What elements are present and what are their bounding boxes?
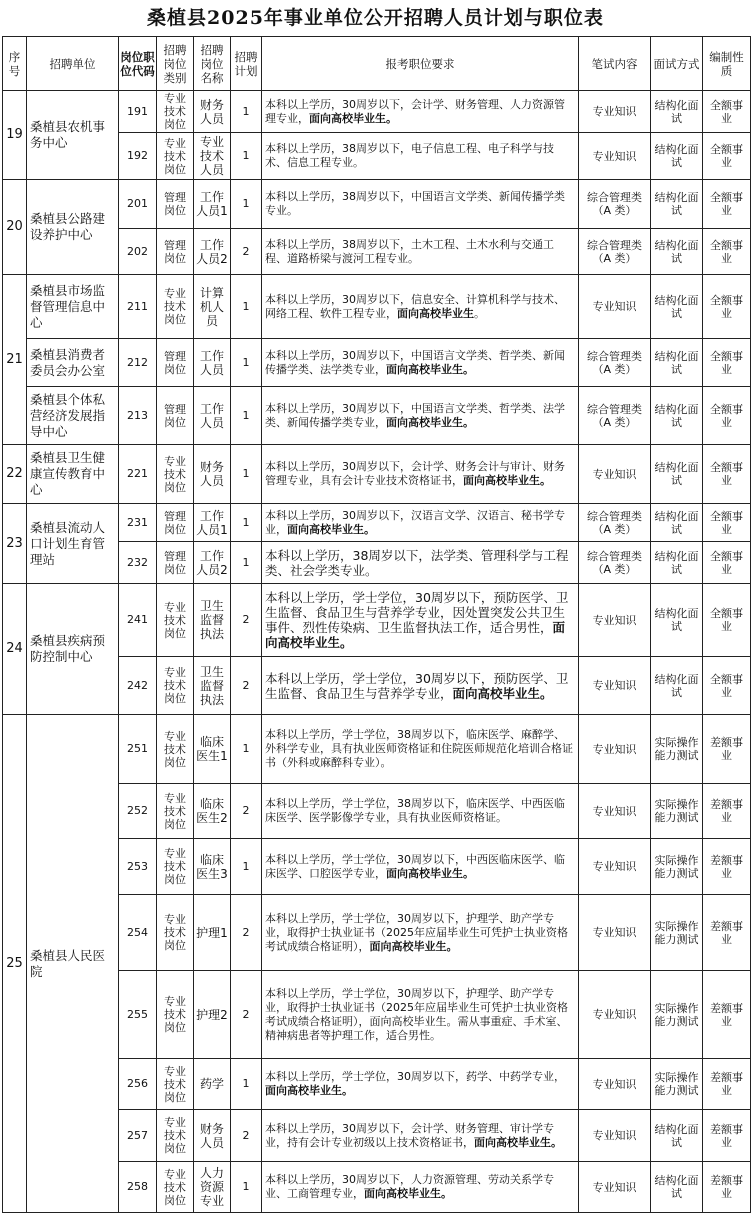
row-interview: 结构化面试 xyxy=(651,542,703,584)
row-requirements xyxy=(262,275,579,339)
row-unit: 桑植县人民医院 xyxy=(27,715,119,1213)
row-interview: 实际操作能力测试 xyxy=(651,1059,703,1110)
row-nature: 全额事业 xyxy=(703,133,751,180)
row-interview: 结构化面试 xyxy=(651,584,703,657)
row-category: 管理岗位 xyxy=(157,504,194,542)
row-category: 管理岗位 xyxy=(157,542,194,584)
row-count: 1 xyxy=(231,542,262,584)
row-category: 专业技术岗位 xyxy=(157,839,194,895)
table-row xyxy=(3,275,751,339)
row-code: 256 xyxy=(119,1059,157,1110)
header-unit: 招聘单位 xyxy=(27,37,119,91)
row-nature: 全额事业 xyxy=(703,91,751,133)
row-seq: 20 xyxy=(3,180,27,275)
row-interview: 实际操作能力测试 xyxy=(651,839,703,895)
row-name: 工作人员 xyxy=(194,387,231,445)
row-code: 258 xyxy=(119,1162,157,1213)
requirement-text: 本科以上学历，30周岁以下，中国语言文学类、哲学类、法学类、新闻传播学类专业， xyxy=(265,401,565,429)
row-code: 232 xyxy=(119,542,157,584)
row-name: 药学 xyxy=(194,1059,231,1110)
row-requirements xyxy=(262,229,579,275)
row-written: 专业知识 xyxy=(579,275,651,339)
requirement-text: 本科以上学历，38周岁以下，电子信息工程、电子科学与技术、信息工程专业。 xyxy=(265,142,554,169)
row-requirements xyxy=(262,715,579,784)
row-code: 253 xyxy=(119,839,157,895)
row-name: 计算机人员 xyxy=(194,275,231,339)
page-title: 桑植县2025年事业单位公开招聘人员计划与职位表 xyxy=(147,7,604,29)
row-count: 1 xyxy=(231,445,262,504)
row-nature: 全额事业 xyxy=(703,387,751,445)
row-code: 231 xyxy=(119,504,157,542)
row-count: 1 xyxy=(231,339,262,387)
requirement-emphasis: 面向高校毕业生。 xyxy=(474,1135,562,1149)
row-nature: 差额事业 xyxy=(703,715,751,784)
row-interview: 实际操作能力测试 xyxy=(651,715,703,784)
row-count: 1 xyxy=(231,387,262,445)
row-written: 专业知识 xyxy=(579,657,651,715)
row-seq: 23 xyxy=(3,504,27,584)
requirement-emphasis: 面向高校毕业生。 xyxy=(386,866,474,880)
row-interview: 结构化面试 xyxy=(651,180,703,229)
row-seq: 25 xyxy=(3,715,27,1213)
row-category: 专业技术岗位 xyxy=(157,133,194,180)
header-written: 笔试内容 xyxy=(579,37,651,91)
header-count: 招聘计划 xyxy=(231,37,262,91)
row-requirements xyxy=(262,971,579,1059)
row-requirements xyxy=(262,1162,579,1213)
table-row xyxy=(3,180,751,229)
row-nature: 差额事业 xyxy=(703,839,751,895)
requirement-emphasis: 面向高校毕业生。 xyxy=(386,415,474,429)
row-requirements xyxy=(262,784,579,839)
row-nature: 差额事业 xyxy=(703,784,751,839)
row-written: 专业知识 xyxy=(579,715,651,784)
row-unit: 桑植县个体私营经济发展指导中心 xyxy=(27,387,119,445)
row-written: 综合管理类（A 类） xyxy=(579,339,651,387)
table-row xyxy=(3,387,751,445)
row-count: 1 xyxy=(231,180,262,229)
row-name: 临床医生2 xyxy=(194,784,231,839)
row-requirements xyxy=(262,895,579,971)
row-category: 专业技术岗位 xyxy=(157,445,194,504)
row-requirements xyxy=(262,1110,579,1162)
row-written: 专业知识 xyxy=(579,133,651,180)
requirement-emphasis: 面向高校毕业生。 xyxy=(265,620,566,650)
row-code: 202 xyxy=(119,229,157,275)
requirement-text: 本科以上学历，30周岁以下，会计学、财务管理、人力资源管理专业， xyxy=(265,97,565,125)
row-category: 专业技术岗位 xyxy=(157,1059,194,1110)
row-code: 241 xyxy=(119,584,157,657)
row-unit: 桑植县消费者委员会办公室 xyxy=(27,339,119,387)
recruitment-table xyxy=(2,36,751,1213)
requirement-emphasis: 面向高校毕业生。 xyxy=(452,685,553,701)
row-code: 251 xyxy=(119,715,157,784)
row-code: 254 xyxy=(119,895,157,971)
row-written: 专业知识 xyxy=(579,1162,651,1213)
row-name: 卫生监督执法 xyxy=(194,584,231,657)
header-requirements: 报考职位要求 xyxy=(262,37,579,91)
row-requirements xyxy=(262,1059,579,1110)
row-count: 2 xyxy=(231,657,262,715)
row-written: 专业知识 xyxy=(579,584,651,657)
row-name: 临床医生1 xyxy=(194,715,231,784)
row-category: 专业技术岗位 xyxy=(157,91,194,133)
row-seq: 19 xyxy=(3,91,27,180)
requirement-text: 本科以上学历，30周岁以下，会计学、财务会计与审计、财务管理专业，具有会计专业技术资格证书， xyxy=(265,460,565,487)
requirement-text: 本科以上学历，学士学位，38周岁以下，临床医学、中西医临床医学、医学影像学专业，具有执业医师资格证。 xyxy=(265,797,565,824)
requirement-text: 本科以上学历，学士学位，30周岁以下，预防医学、卫生监督、食品卫生与营养学专业，因处置突发公共卫生事件、烈性传染病、卫生监督执法工作，适合男性， xyxy=(265,590,569,635)
row-category: 专业技术岗位 xyxy=(157,971,194,1059)
row-requirements xyxy=(262,445,579,504)
row-count: 2 xyxy=(231,784,262,839)
row-nature: 全额事业 xyxy=(703,657,751,715)
row-interview: 实际操作能力测试 xyxy=(651,784,703,839)
row-category: 管理岗位 xyxy=(157,387,194,445)
row-written: 专业知识 xyxy=(579,971,651,1059)
requirement-text: 本科以上学历，30周岁以下，会计学、财务管理、审计学专业，持有会计专业初级以上技术资格证书， xyxy=(265,1121,554,1149)
row-category: 专业技术岗位 xyxy=(157,715,194,784)
table-row xyxy=(3,504,751,542)
row-name: 工作人员1 xyxy=(194,504,231,542)
row-category: 专业技术岗位 xyxy=(157,895,194,971)
requirement-text: 本科以上学历，学士学位，38周岁以下，临床医学、麻醉学、外科学专业，具有执业医师资格证和住院医师规范化培训合格证书（外科或麻醉科专业）。 xyxy=(265,728,573,769)
row-code: 257 xyxy=(119,1110,157,1162)
table-row xyxy=(3,584,751,657)
row-seq: 21 xyxy=(3,275,27,445)
row-requirements xyxy=(262,657,579,715)
row-unit: 桑植县流动人口计划生育管理站 xyxy=(27,504,119,584)
row-count: 2 xyxy=(231,895,262,971)
row-code: 211 xyxy=(119,275,157,339)
row-unit: 桑植县卫生健康宣传教育中心 xyxy=(27,445,119,504)
requirement-emphasis: 面向高校毕业生。 xyxy=(364,1187,452,1200)
row-written: 综合管理类（A 类） xyxy=(579,229,651,275)
row-name: 卫生监督执法 xyxy=(194,657,231,715)
row-code: 252 xyxy=(119,784,157,839)
requirement-text: 本科以上学历，学士学位，30周岁以下，中西医临床医学、临床医学、口腔医学专业， xyxy=(265,852,565,880)
row-code: 255 xyxy=(119,971,157,1059)
row-code: 242 xyxy=(119,657,157,715)
row-count: 1 xyxy=(231,1162,262,1213)
row-category: 专业技术岗位 xyxy=(157,584,194,657)
row-interview: 结构化面试 xyxy=(651,339,703,387)
table-row xyxy=(3,715,751,784)
row-written: 综合管理类（A 类） xyxy=(579,542,651,584)
row-count: 2 xyxy=(231,584,262,657)
row-category: 专业技术岗位 xyxy=(157,784,194,839)
row-category: 管理岗位 xyxy=(157,180,194,229)
row-interview: 结构化面试 xyxy=(651,133,703,180)
row-requirements xyxy=(262,180,579,229)
requirement-text: 本科以上学历，30周岁以下，信息安全、计算机科学与技术、网络工程、软件工程专业， xyxy=(265,292,565,320)
row-name: 工作人员2 xyxy=(194,542,231,584)
row-count: 1 xyxy=(231,1059,262,1110)
header-seq: 序号 xyxy=(3,37,27,91)
row-code: 213 xyxy=(119,387,157,445)
row-code: 201 xyxy=(119,180,157,229)
row-name: 工作人员 xyxy=(194,339,231,387)
requirement-text: 本科以上学历，30周岁以下，人力资源管理、劳动关系学专业、工商管理专业， xyxy=(265,1173,554,1200)
requirement-text: 本科以上学历，学士学位，30周岁以下，护理学、助产学专业，取得护士执业证书（2025年应届毕业生可凭护士执业资格考试成绩合格证明）， xyxy=(265,911,568,953)
row-seq: 22 xyxy=(3,445,27,504)
row-unit: 桑植县疾病预防控制中心 xyxy=(27,584,119,715)
row-interview: 结构化面试 xyxy=(651,275,703,339)
row-seq: 24 xyxy=(3,584,27,715)
table-row xyxy=(3,445,751,504)
header-row xyxy=(3,37,751,91)
row-nature: 差额事业 xyxy=(703,1059,751,1110)
row-written: 综合管理类（A 类） xyxy=(579,504,651,542)
requirement-emphasis: 面向高校毕业生。 xyxy=(265,1084,353,1097)
row-category: 专业技术岗位 xyxy=(157,275,194,339)
row-nature: 差额事业 xyxy=(703,895,751,971)
row-written: 专业知识 xyxy=(579,1059,651,1110)
row-requirements xyxy=(262,91,579,133)
row-category: 管理岗位 xyxy=(157,229,194,275)
row-nature: 差额事业 xyxy=(703,971,751,1059)
row-interview: 结构化面试 xyxy=(651,445,703,504)
row-name: 临床医生3 xyxy=(194,839,231,895)
row-nature: 全额事业 xyxy=(703,180,751,229)
row-requirements xyxy=(262,584,579,657)
row-count: 2 xyxy=(231,971,262,1059)
row-requirements xyxy=(262,542,579,584)
row-written: 专业知识 xyxy=(579,445,651,504)
row-requirements xyxy=(262,387,579,445)
row-written: 专业知识 xyxy=(579,895,651,971)
row-count: 1 xyxy=(231,504,262,542)
row-interview: 结构化面试 xyxy=(651,1162,703,1213)
header-category: 招聘岗位类别 xyxy=(157,37,194,91)
row-interview: 实际操作能力测试 xyxy=(651,895,703,971)
requirement-text: 本科以上学历，38周岁以下，法学类、管理科学与工程类、社会学类专业。 xyxy=(265,547,569,578)
row-nature: 全额事业 xyxy=(703,339,751,387)
row-count: 1 xyxy=(231,133,262,180)
requirement-tail: 。 xyxy=(474,306,485,320)
row-count: 1 xyxy=(231,839,262,895)
row-category: 管理岗位 xyxy=(157,339,194,387)
header-code: 岗位职位代码 xyxy=(119,37,157,91)
row-name: 财务人员 xyxy=(194,91,231,133)
row-name: 护理1 xyxy=(194,895,231,971)
requirement-text: 本科以上学历，学士学位，30周岁以下，药学、中药学专业， xyxy=(265,1070,565,1083)
row-written: 专业知识 xyxy=(579,1110,651,1162)
row-interview: 实际操作能力测试 xyxy=(651,971,703,1059)
header-nature: 编制性质 xyxy=(703,37,751,91)
table-row xyxy=(3,339,751,387)
row-unit: 桑植县市场监督管理信息中心 xyxy=(27,275,119,339)
row-written: 专业知识 xyxy=(579,784,651,839)
row-code: 192 xyxy=(119,133,157,180)
row-nature: 全额事业 xyxy=(703,275,751,339)
requirement-text: 本科以上学历，学士学位，30周岁以下，护理学、助产学专业，取得护士执业证书（2025年应届毕业生可凭护士执业资格考试成绩合格证明），面向高校毕业生。需从事重症、手术室、精神病患者等护理工作，适合男性。 xyxy=(265,986,568,1042)
table-row xyxy=(3,91,751,133)
row-requirements xyxy=(262,504,579,542)
row-interview: 结构化面试 xyxy=(651,1110,703,1162)
row-written: 综合管理类（A 类） xyxy=(579,387,651,445)
requirement-text: 本科以上学历，30周岁以下，中国语言文学类、哲学类、新闻传播学类、法学类专业， xyxy=(265,348,565,376)
row-count: 1 xyxy=(231,275,262,339)
row-code: 191 xyxy=(119,91,157,133)
row-nature: 差额事业 xyxy=(703,1162,751,1213)
row-category: 专业技术岗位 xyxy=(157,657,194,715)
requirement-emphasis: 面向高校毕业生。 xyxy=(386,362,474,376)
row-requirements xyxy=(262,133,579,180)
row-nature: 全额事业 xyxy=(703,504,751,542)
row-name: 工作人员2 xyxy=(194,229,231,275)
requirement-text: 本科以上学历，38周岁以下，土木工程、土木水利与交通工程、道路桥梁与渡河工程专业。 xyxy=(265,237,554,265)
row-written: 综合管理类（A 类） xyxy=(579,180,651,229)
row-nature: 全额事业 xyxy=(703,445,751,504)
row-code: 212 xyxy=(119,339,157,387)
row-count: 1 xyxy=(231,91,262,133)
requirement-text: 本科以上学历，30周岁以下，汉语言文学、汉语言、秘书学专业， xyxy=(265,508,565,536)
row-count: 2 xyxy=(231,229,262,275)
requirement-emphasis: 面向高校毕业生。 xyxy=(463,474,551,487)
row-name: 护理2 xyxy=(194,971,231,1059)
row-name: 财务人员 xyxy=(194,1110,231,1162)
requirement-emphasis: 面向高校毕业生 xyxy=(397,306,474,320)
row-nature: 全额事业 xyxy=(703,542,751,584)
requirement-emphasis: 面向高校毕业生。 xyxy=(309,111,397,125)
row-nature: 全额事业 xyxy=(703,229,751,275)
requirement-emphasis: 面向高校毕业生。 xyxy=(287,522,375,536)
row-requirements xyxy=(262,839,579,895)
row-nature: 全额事业 xyxy=(703,584,751,657)
row-unit: 桑植县公路建设养护中心 xyxy=(27,180,119,275)
row-count: 1 xyxy=(231,715,262,784)
row-category: 专业技术岗位 xyxy=(157,1162,194,1213)
row-requirements xyxy=(262,339,579,387)
requirement-text: 本科以上学历，学士学位，30周岁以下，预防医学、卫生监督、食品卫生与营养学专业， xyxy=(265,670,569,701)
requirement-text: 本科以上学历，38周岁以下，中国语言文学类、新闻传播学类专业。 xyxy=(265,190,565,217)
row-name: 工作人员1 xyxy=(194,180,231,229)
header-interview: 面试方式 xyxy=(651,37,703,91)
row-interview: 结构化面试 xyxy=(651,91,703,133)
row-written: 专业知识 xyxy=(579,91,651,133)
row-name: 专业技术人员 xyxy=(194,133,231,180)
row-interview: 结构化面试 xyxy=(651,657,703,715)
row-written: 专业知识 xyxy=(579,839,651,895)
row-interview: 结构化面试 xyxy=(651,229,703,275)
header-name: 招聘岗位名称 xyxy=(194,37,231,91)
row-category: 专业技术岗位 xyxy=(157,1110,194,1162)
row-name: 人力资源专业 xyxy=(194,1162,231,1213)
row-nature: 差额事业 xyxy=(703,1110,751,1162)
row-interview: 结构化面试 xyxy=(651,387,703,445)
row-interview: 结构化面试 xyxy=(651,504,703,542)
requirement-emphasis: 面向高校毕业生。 xyxy=(369,939,458,953)
row-unit: 桑植县农机事务中心 xyxy=(27,91,119,180)
row-name: 财务人员 xyxy=(194,445,231,504)
row-code: 221 xyxy=(119,445,157,504)
row-count: 2 xyxy=(231,1110,262,1162)
